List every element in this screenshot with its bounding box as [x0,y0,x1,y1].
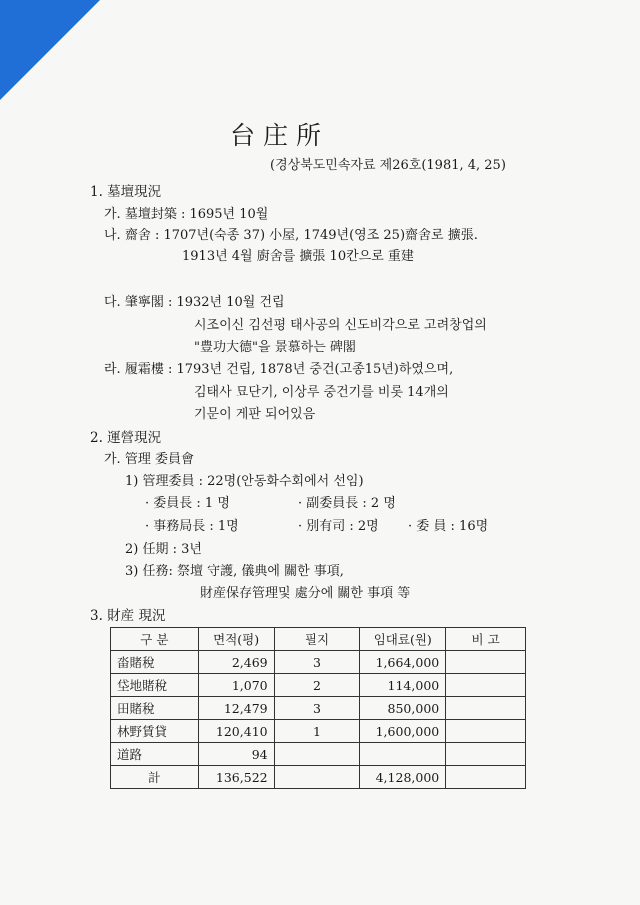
cell-remarks [446,651,526,674]
cell-remarks [446,697,526,720]
table-row [111,743,526,766]
section-1-item-d-line1: 라. 履霜樓 : 1793년 건립, 1878년 중건(고종15년)하였으며, [104,362,454,377]
section-1-item-b-line2: 1913년 4월 廚舍를 擴張 10칸으로 重建 [182,249,414,264]
section-1-item-b-line1: 나. 齋舍 : 1707년(숙종 37) 小屋, 1749년(영조 25)齋舍로 擴張. [104,228,478,243]
cell-parcels [274,766,360,789]
header-category: 구 분 [111,628,199,651]
member-count: · 委 員 : 16명 [408,519,489,534]
secretary-general-count: · 事務局長 : 1명 [145,519,239,534]
cell-remarks [446,720,526,743]
cell-rent: 4,128,000 [360,766,446,789]
duties-line1: 3) 任務: 祭壇 守護, 儀典에 關한 事項, [125,564,344,579]
cell-rent: 114,000 [360,674,446,697]
cell-rent: 850,000 [360,697,446,720]
cell-category: 田賭稅 [111,697,199,720]
cell-area: 94 [198,743,274,766]
cell-remarks [446,766,526,789]
section-2-heading: 2. 運營現況 [90,430,162,446]
table-row [111,674,526,697]
cell-area: 136,522 [198,766,274,789]
special-officer-count: · 別有司 : 2명 [298,519,379,534]
cell-category: 林野賃貸 [111,720,199,743]
table-header-row [111,628,526,651]
section-1-item-c-line3: "豊功大德"을 景慕하는 碑閣 [194,340,356,355]
cell-category: 道路 [111,743,199,766]
table-row [111,720,526,743]
section-2-item-a: 가. 管理 委員會 [104,452,194,467]
header-parcels: 필지 [274,628,360,651]
duties-line2: 財産保存管理및 處分에 關한 事項 等 [200,586,411,601]
committee-members-line: 1) 管理委員 : 22명(안동화수회에서 선임) [125,474,364,489]
section-1-item-c-line1: 다. 肇寧閣 : 1932년 10월 건립 [104,295,285,310]
cell-area: 2,469 [198,651,274,674]
cell-parcels: 3 [274,651,360,674]
header-area: 면적(평) [198,628,274,651]
source-note: (경상북도민속자료 제26호(1981, 4, 25) [270,158,506,173]
page-title: 台庄所 [230,121,330,150]
section-3-heading: 3. 財産 現況 [90,608,166,624]
cell-category: 畓賭稅 [111,651,199,674]
cell-parcels: 2 [274,674,360,697]
cell-remarks [446,674,526,697]
section-1-item-d-line3: 기문이 게판 되어있음 [194,407,316,422]
table-total-row [111,766,526,789]
header-rent: 임대료(원) [360,628,446,651]
term-line: 2) 任期 : 3년 [125,542,202,557]
section-1-item-a: 가. 墓壇封築 : 1695년 10월 [104,207,269,222]
cell-area: 12,479 [198,697,274,720]
property-table [110,627,526,789]
cell-parcels: 3 [274,697,360,720]
cell-category: 垈地賭稅 [111,674,199,697]
cell-rent [360,743,446,766]
cell-parcels [274,743,360,766]
cell-rent: 1,600,000 [360,720,446,743]
table-row [111,697,526,720]
cell-area: 120,410 [198,720,274,743]
section-1-item-d-line2: 김태사 묘단기, 이상루 중건기를 비롯 14개의 [194,385,449,400]
chairman-count: · 委員長 : 1 명 [145,496,230,511]
vice-chairman-count: · 副委員長 : 2 명 [298,496,396,511]
cell-area: 1,070 [198,674,274,697]
table-row [111,651,526,674]
cell-rent: 1,664,000 [360,651,446,674]
section-1-heading: 1. 墓壇現況 [90,184,162,200]
header-remarks: 비 고 [446,628,526,651]
cell-remarks [446,743,526,766]
cell-parcels: 1 [274,720,360,743]
cell-category: 計 [111,766,199,789]
section-1-item-c-line2: 시조이신 김선평 태사공의 신도비각으로 고려창업의 [194,318,487,333]
